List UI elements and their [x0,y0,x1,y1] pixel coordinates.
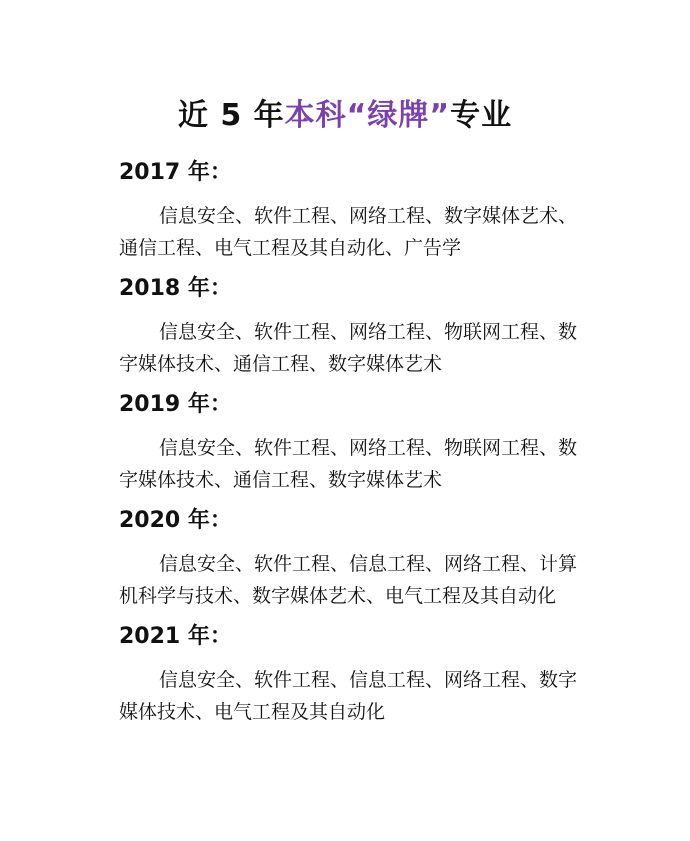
major-list: 信息安全、软件工程、信息工程、网络工程、数字媒体技术、电气工程及其自动化 [119,669,578,723]
major-list: 信息安全、软件工程、信息工程、网络工程、计算机科学与技术、数字媒体艺术、电气工程及其自动化 [119,553,578,607]
title-prefix: 近 5 年 [177,98,285,133]
year-heading: 2019 年： [119,392,232,417]
year-section-2019 [119,386,579,496]
page-title [0,96,690,136]
major-list: 信息安全、软件工程、网络工程、数字媒体艺术、通信工程、电气工程及其自动化、广告学 [119,205,578,259]
major-list: 信息安全、软件工程、网络工程、物联网工程、数字媒体技术、通信工程、数字媒体艺术 [119,437,578,491]
major-list: 信息安全、软件工程、网络工程、物联网工程、数字媒体技术、通信工程、数字媒体艺术 [119,321,578,375]
year-section-2017 [119,154,579,264]
title-accent: 本科“绿牌” [284,98,451,133]
year-heading: 2020 年： [119,508,232,533]
year-section-2018 [119,270,579,380]
title-suffix: 专业 [450,98,513,133]
year-heading: 2018 年： [119,276,232,301]
year-heading: 2017 年： [119,160,232,185]
year-heading: 2021 年： [119,624,232,649]
year-list [119,154,579,734]
year-section-2021 [119,618,579,728]
year-section-2020 [119,502,579,612]
